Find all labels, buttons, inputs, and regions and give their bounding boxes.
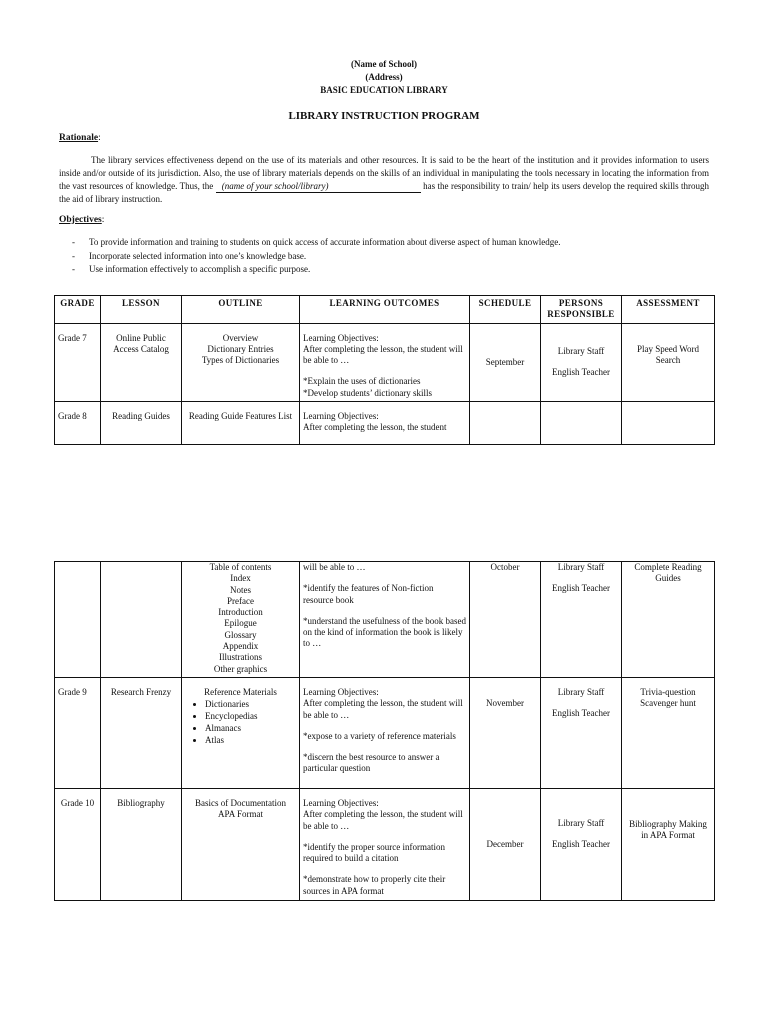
program-title: LIBRARY INSTRUCTION PROGRAM [288,110,480,122]
school-name-blank: (name of your school/library) [216,181,421,193]
outline-cell: Basics of Documentation APA Format [182,788,300,900]
outline-cell: Overview Dictionary Entries Types of Dictionaries [182,323,300,401]
instruction-table-continued [54,561,715,901]
objective-item: - To provide information and training to students on quick access of accurate information about diverse aspect of human knowledge. [72,236,712,250]
table-header-row [55,296,715,324]
schedule-cell: October [470,562,541,678]
schedule-cell: September [470,323,541,401]
assessment-cell: Complete Reading Guides [622,562,715,678]
lesson-cell: Online Public Access Catalog [101,323,182,401]
grade-cell: Grade 7 [55,323,101,401]
persons-cell: Library Staff English Teacher [541,562,622,678]
assessment-cell: Bibliography Making in APA Format [622,788,715,900]
list-item: • Almanacs [205,722,296,734]
header-learning-outcomes: LEARNING OUTCOMES [300,296,470,324]
grade-cell: Grade 8 [55,402,101,445]
assessment-cell: Play Speed Word Search [622,323,715,401]
rationale-text: The library services effectiveness depend on the use of its materials and other resources. It is said to be the heart of the institution and it provides information to users inside and/or outside of its jurisdiction. Also, the use of library materials depends on the skills of an individual in manipulating the tools necessary in locating the information from the vast resources of knowledge. Thus, the (name of your school/library) has the responsibility to train/ help its users develop the required skills through the aid of library instruction. [59,155,710,204]
assessment-cell [622,402,715,445]
school-name: (Name of School) [351,59,417,69]
header-schedule: SCHEDULE [470,296,541,324]
table-row [55,677,715,788]
school-address: (Address) [365,72,403,82]
reference-materials-list [205,698,296,746]
outcomes-cell: Learning Objectives: After completing the lesson, the student will be able to … *Explain the uses of dictionaries *Develop students’ dictionary skills [300,323,470,401]
assessment-cell: Trivia-question Scavenger hunt [622,677,715,788]
grade-cell [55,562,101,678]
outcomes-cell: will be able to … *identify the features of Non-fiction resource book *understand the usefulness of the book based on the kind of information the book is likely to … [300,562,470,678]
grade-cell: Grade 9 [55,677,101,788]
rationale-heading: Rationale: [59,133,101,143]
lesson-cell: Research Frenzy [101,677,182,788]
list-item: • Encyclopedias [205,710,296,722]
header-outline: OUTLINE [182,296,300,324]
table-row [55,788,715,900]
library-name: BASIC EDUCATION LIBRARY [320,85,448,95]
persons-cell: Library Staff English Teacher [541,677,622,788]
outline-cell: Reading Guide Features List [182,402,300,445]
outcomes-cell: Learning Objectives: After completing the lesson, the student will be able to … *expose to a variety of reference materials *discern the best resource to answer a particular question [300,677,470,788]
list-item: • Dictionaries [205,698,296,710]
lesson-cell [101,562,182,678]
persons-cell: Library Staff English Teacher [541,323,622,401]
table-row [55,562,715,678]
objective-item: - Use information effectively to accomplish a specific purpose. [72,263,712,277]
grade-cell: Grade 10 [55,788,101,900]
outcomes-cell: Learning Objectives: After completing the lesson, the student [300,402,470,445]
lesson-cell: Reading Guides [101,402,182,445]
header-persons-responsible: PERSONS RESPONSIBLE [541,296,622,324]
outcomes-cell: Learning Objectives: After completing the lesson, the student will be able to … *identify the proper source information required to build a citation *demonstrate how to properly cite their sources in APA format [300,788,470,900]
lesson-cell: Bibliography [101,788,182,900]
schedule-cell: November [470,677,541,788]
list-item: • Atlas [205,734,296,746]
objective-item: - Incorporate selected information into one’s knowledge base. [72,250,712,264]
objectives-list [72,236,712,277]
outline-cell: Table of contents Index Notes Preface Introduction Epilogue Glossary Appendix Illustrations Other graphics [182,562,300,678]
outline-cell: Reference Materials • Dictionaries • Encyclopedias • Almanacs • Atlas [182,677,300,788]
table-row [55,323,715,401]
header-assessment: ASSESSMENT [622,296,715,324]
persons-cell: Library Staff English Teacher [541,788,622,900]
header-grade: GRADE [55,296,101,324]
schedule-cell [470,402,541,445]
table-row [55,402,715,445]
persons-cell [541,402,622,445]
instruction-table [54,295,715,445]
header-lesson: LESSON [101,296,182,324]
schedule-cell: December [470,788,541,900]
objectives-heading: Objectives: [59,215,105,225]
